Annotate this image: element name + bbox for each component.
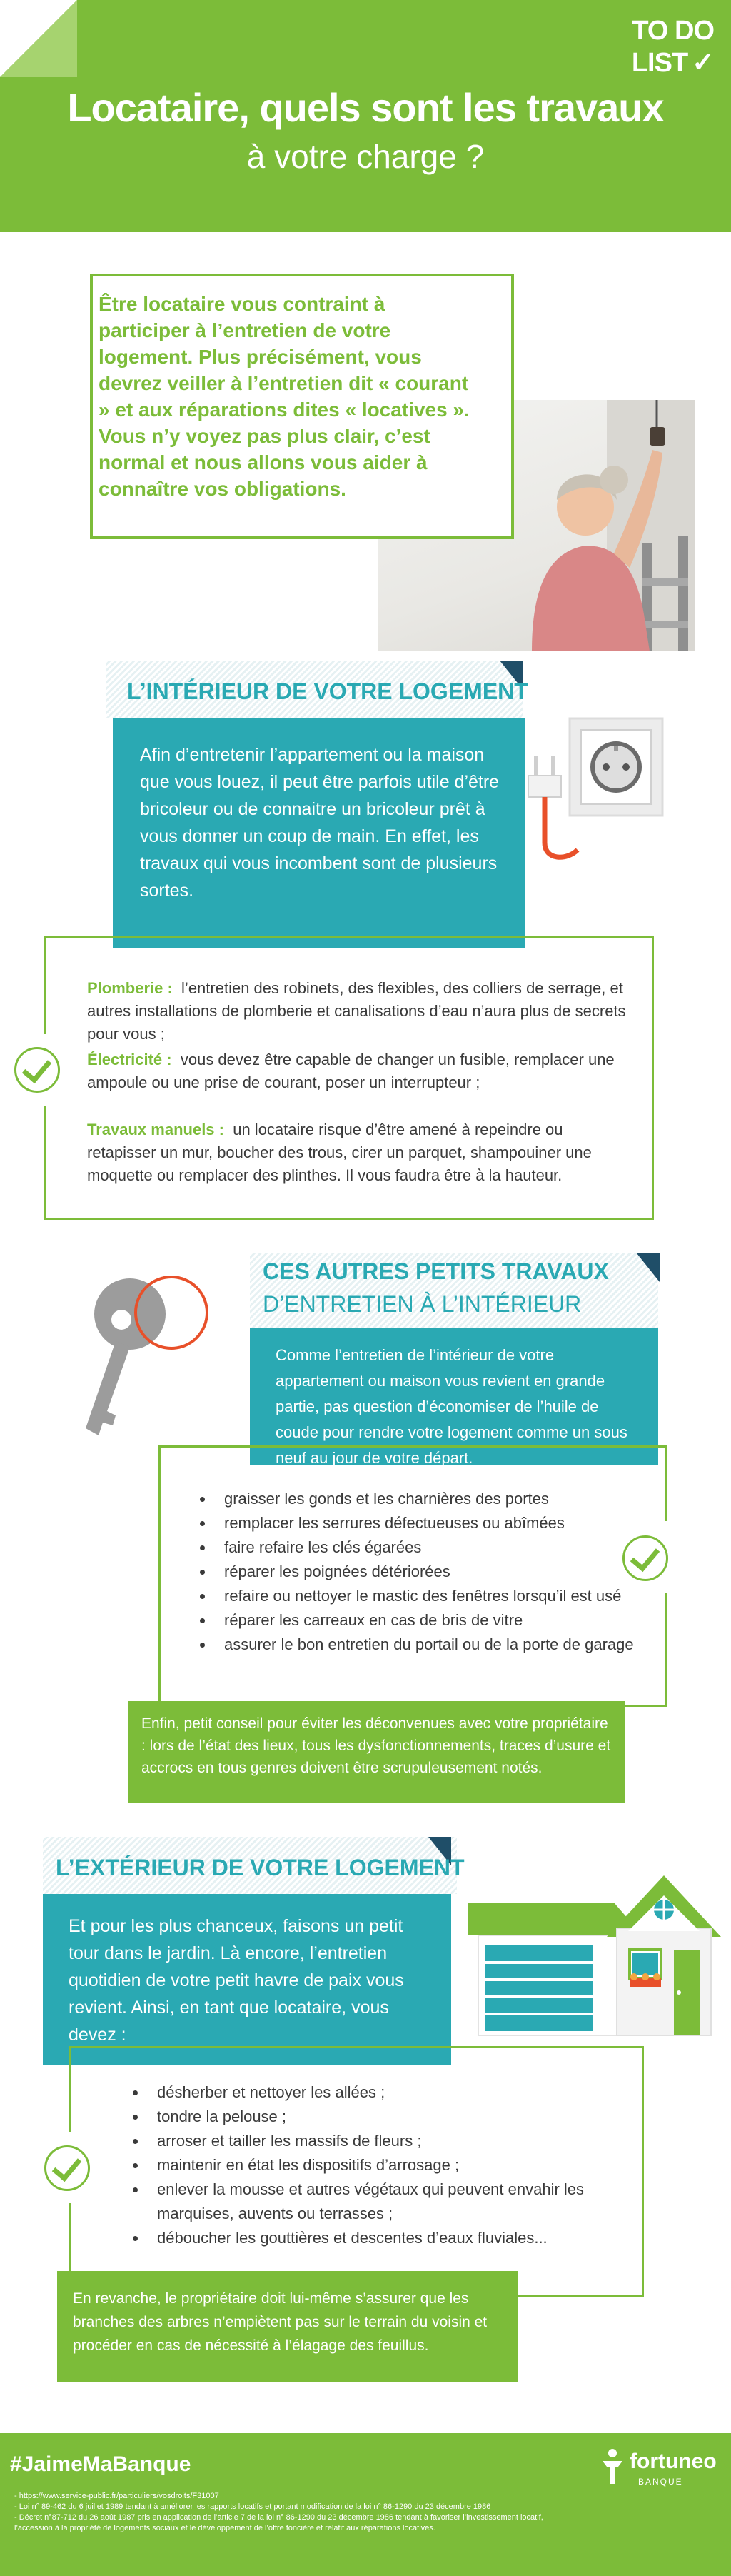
list-item: • réparer les carreaux en cas de bris de vitre [214, 1608, 642, 1633]
check-circle-icon [14, 1047, 60, 1093]
item-plomberie-label: Plomberie : [87, 979, 173, 997]
house-illustration [464, 1857, 721, 2043]
list-item: • faire refaire les clés égarées [214, 1535, 642, 1560]
fortuneo-logo-icon [600, 2448, 625, 2485]
section2-subtitle: D’ENTRETIEN À L’INTÉRIEUR [263, 1291, 582, 1317]
todo-badge [557, 16, 714, 79]
section2-intro-text: Comme l’entretien de l’intérieur de votre appartement ou maison vous revient en grande partie, pas question d’économiser de l’huile de coude pour rendre votre logement comme un sous neuf au jour de votre départ. [276, 1346, 627, 1467]
list-item: • arroser et tailler les massifs de fleurs ; [147, 2129, 640, 2153]
section3-note-box [57, 2271, 518, 2382]
section2-tip-box [128, 1701, 625, 1803]
section1-title: L’INTÉRIEUR DE VOTRE LOGEMENT [127, 678, 528, 704]
reference-line: - Loi n° 89-462 du 6 juillet 1989 tendant à améliorer les rapports locatifs et portant modification de la loi n° 86-1290 du 23 décembre 1986 [14, 2502, 491, 2511]
reference-line: l’accession à la propriété de logements sociaux et le développement de l’offre foncière et relatif aux réparations locatives. [14, 2524, 435, 2532]
list-item: • assurer le bon entretien du portail ou de la porte de garage [214, 1633, 642, 1657]
item-travaux-manuels [87, 1118, 630, 1187]
section3-list [127, 2080, 640, 2250]
item-electricite-label: Électricité : [87, 1051, 172, 1068]
intro-text: Être locataire vous contraint à participer à l’entretien de votre logement. Plus précisément, vous devrez veiller à l’entretien dit « courant » et aux réparations dites « locatives ». Vous n’y voyez pas plus clair, c’est normal et nous allons vous aider à connaître vos obligations. [99, 293, 470, 500]
list-item: • graisser les gonds et les charnières des portes [214, 1487, 642, 1511]
section3-intro-text: Et pour les plus chanceux, faisons un petit tour dans le jardin. Là encore, l’entretien quotidien de votre petit havre de paix vous revient. Ainsi, en tant que locataire, vous devez : [69, 1916, 404, 2045]
list-item: • maintenir en état les dispositifs d’arrosage ; [147, 2153, 640, 2177]
list-item: • déboucher les gouttières et descentes d’eaux fluviales... [147, 2226, 640, 2250]
list-item: • désherber et nettoyer les allées ; [147, 2080, 640, 2105]
list-item: • réparer les poignées détériorées [214, 1560, 642, 1584]
footer-references [14, 2491, 557, 2534]
key-illustration [50, 1264, 221, 1464]
page-subtitle: à votre charge ? [246, 138, 485, 175]
plug-socket-illustration [524, 714, 667, 886]
section2-tip-text: Enfin, petit conseil pour éviter les déconvenues avec votre propriétaire : lors de l’état des lieux, tous les dysfonctionnements, traces d’usure et accrocs en tous genres doivent être scrupuleusement notés. [141, 1715, 611, 1776]
section3-title: L’EXTÉRIEUR DE VOTRE LOGEMENT [56, 1855, 465, 1880]
check-circle-icon [44, 2145, 90, 2191]
item-electricite-text: vous devez être capable de changer un fusible, remplacer une ampoule ou une prise de courant, poser un interrupteur ; [87, 1051, 615, 1091]
reference-line: - Décret n°87-712 du 26 août 1987 pris en application de l’article 7 de la loi n° 86-1290 du 23 décembre 1986 tendant à favoriser l’investissement locatif, [14, 2513, 543, 2522]
item-travaux-label: Travaux manuels : [87, 1121, 224, 1138]
todo-check-icon: ✓ [692, 48, 714, 78]
item-electricite [87, 1048, 630, 1094]
section3-note-text: En revanche, le propriétaire doit lui-même s’assurer que les branches des arbres n’empiètent pas sur le terrain du voisin et procéder en cas de nécessité à l’élagage des feuillus. [73, 2290, 488, 2354]
hashtag: #JaimeMaBanque [10, 2452, 191, 2476]
section2-list [194, 1487, 642, 1657]
section2-title: CES AUTRES PETITS TRAVAUX [263, 1258, 609, 1284]
list-item: • tondre la pelouse ; [147, 2105, 640, 2129]
fortuneo-logo: fortuneo [630, 2450, 717, 2473]
reference-line: - https://www.service-public.fr/particuliers/vosdroits/F31007 [14, 2492, 219, 2500]
section2-corner [637, 1253, 660, 1282]
item-plomberie-text: l’entretien des robinets, des flexibles, des colliers de serrage, et autres installations de plomberie et canalisations d’eau n’aura plus de secrets pour vous ; [87, 979, 626, 1043]
fortuneo-logo-subtitle: BANQUE [638, 2477, 683, 2487]
page-title: Locataire, quels sont les travaux [67, 85, 664, 130]
folded-corner-shadow [0, 0, 77, 77]
list-item: • refaire ou nettoyer le mastic des fenêtres lorsqu’il est usé [214, 1584, 642, 1608]
item-travaux-text: un locataire risque d’être amené à repeindre ou retapisser un mur, boucher des trous, cirer un parquet, shampouiner une moquette ou remplacer des plinthes. Il vous faudra être à la hauteur. [87, 1121, 592, 1184]
item-plomberie [87, 977, 630, 1046]
todo-label: TO DO LIST [631, 16, 714, 78]
list-item: • enlever la mousse et autres végétaux qui peuvent envahir les marquises, auvents ou terrasses ; [147, 2177, 640, 2226]
list-item: • remplacer les serrures défectueuses ou abîmées [214, 1511, 642, 1535]
section1-intro-text: Afin d’entretenir l’appartement ou la maison que vous louez, il peut être parfois utile d’être bricoleur ou de connaitre un bricoleur prêt à vous donner un coup de main. En effet, les travaux qui vous incombent sont de plusieurs sortes. [140, 745, 500, 901]
